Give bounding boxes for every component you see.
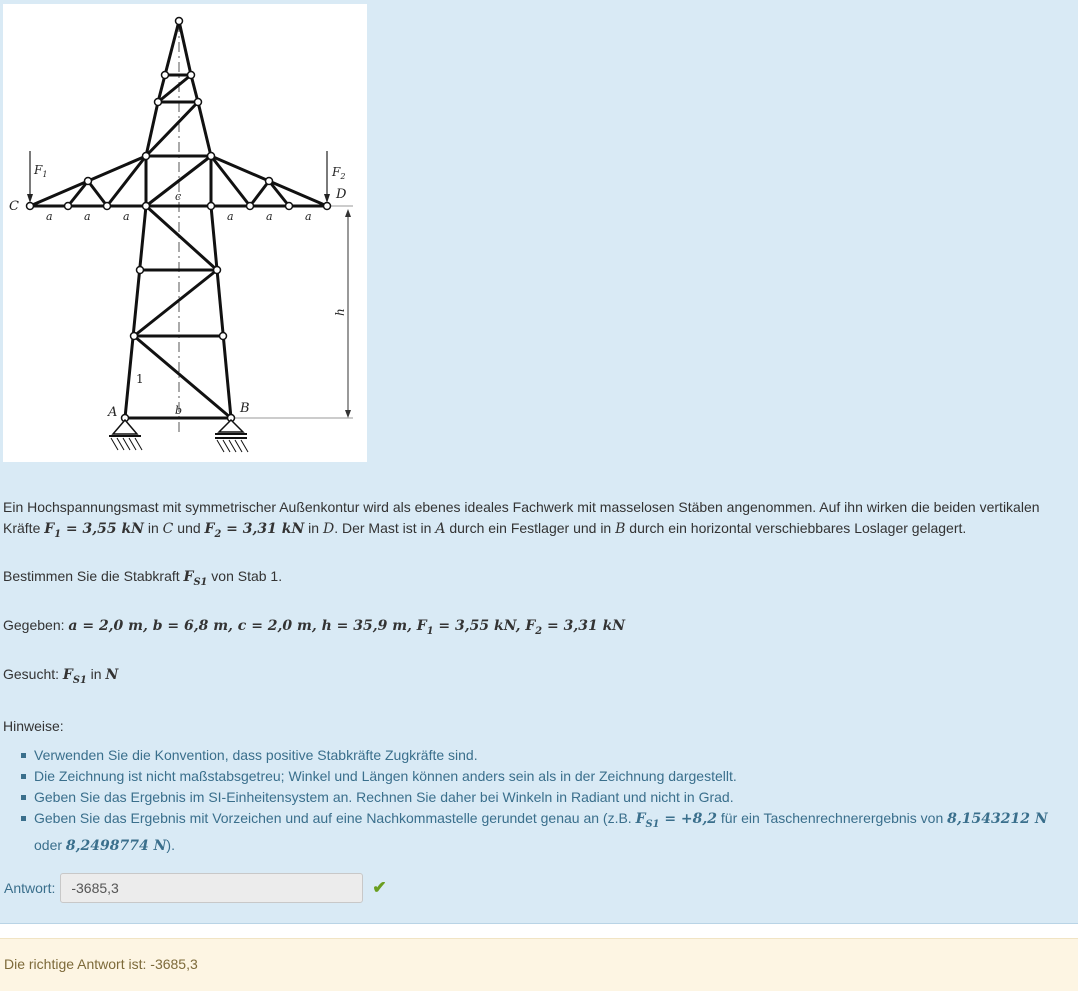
roller-support-b — [215, 420, 248, 452]
correct-answer-text: Die richtige Antwort ist: -3685,3 — [4, 956, 198, 972]
label-c: C — [9, 199, 19, 214]
label-d: D — [336, 187, 347, 202]
label-a-4: a — [227, 210, 234, 223]
check-icon: ✔ — [372, 878, 387, 897]
label-b: B — [240, 401, 250, 416]
hints-title: Hinweise: — [3, 718, 64, 734]
answer-row — [4, 871, 387, 905]
label-a-3: a — [123, 210, 130, 223]
truss-figure — [3, 4, 367, 462]
hint-item: Geben Sie das Ergebnis im SI-Einheitensystem an. Rechnen Sie daher bei Winkeln in Radiant und nicht in Grad. — [18, 787, 1063, 808]
truss-diagram — [3, 4, 367, 462]
label-h: h — [333, 308, 347, 316]
feedback-box — [0, 938, 1078, 991]
label-a-5: a — [266, 210, 273, 223]
truss-joints — [27, 18, 331, 422]
question-sought: Gesucht: $F_{S1}$ in N — [3, 666, 119, 686]
hint-item: Verwenden Sie die Konvention, dass positive Stabkräfte Zugkräfte sind. — [18, 745, 1063, 766]
question-intro: Ein Hochspannungsmast mit symmetrischer Außenkontur wird als ebenes ideales Fachwerk mit masselosen Stäben angenommen. Auf ihn wirken die beiden vertikalen Kräfte $F_1 = 3,55$ kN in C und $F_2 = 3,31$ kN in D. Der Mast ist in A durch ein Festlager und in B durch ein horizontal verschiebbares Loslager gelagert. — [3, 499, 1040, 540]
label-f2: $F_2$ — [332, 165, 346, 181]
hint-item: Geben Sie das Ergebnis mit Vorzeichen und auf eine Nachkommastelle gerundet genau an (z.B. $F_{S1} = +8,2$ für ein Taschenrechnerergebnis von 8,1543212 N oder 8,2498774 N). — [18, 808, 1063, 857]
label-a-1: a — [46, 210, 53, 223]
label-a-6: a — [305, 210, 312, 223]
fixed-support-a — [109, 420, 142, 450]
label-c-dim: c — [175, 190, 182, 203]
answer-label: Antwort: — [4, 880, 56, 896]
label-b-dim: b — [175, 404, 183, 417]
question-given: Gegeben: a = 2,0 m, b = 6,8 m, c = 2,0 m, h = 35,9 m, $F_1 = 3,55$ kN, $F_2 = 3,31$ kN — [3, 617, 626, 637]
label-f1: $F_1$ — [34, 163, 48, 179]
label-a: A — [108, 405, 118, 420]
answer-input[interactable] — [60, 873, 363, 903]
label-member-1: 1 — [136, 372, 144, 386]
hints-list — [18, 745, 1063, 857]
label-a-2: a — [84, 210, 91, 223]
truss-members — [30, 21, 327, 418]
question-task: Bestimmen Sie die Stabkraft $F_{S1}$ von Stab 1. — [3, 568, 283, 588]
hint-item: Die Zeichnung ist nicht maßstabsgetreu; Winkel und Längen können anders sein als in der Zeichnung dargestellt. — [18, 766, 1063, 787]
